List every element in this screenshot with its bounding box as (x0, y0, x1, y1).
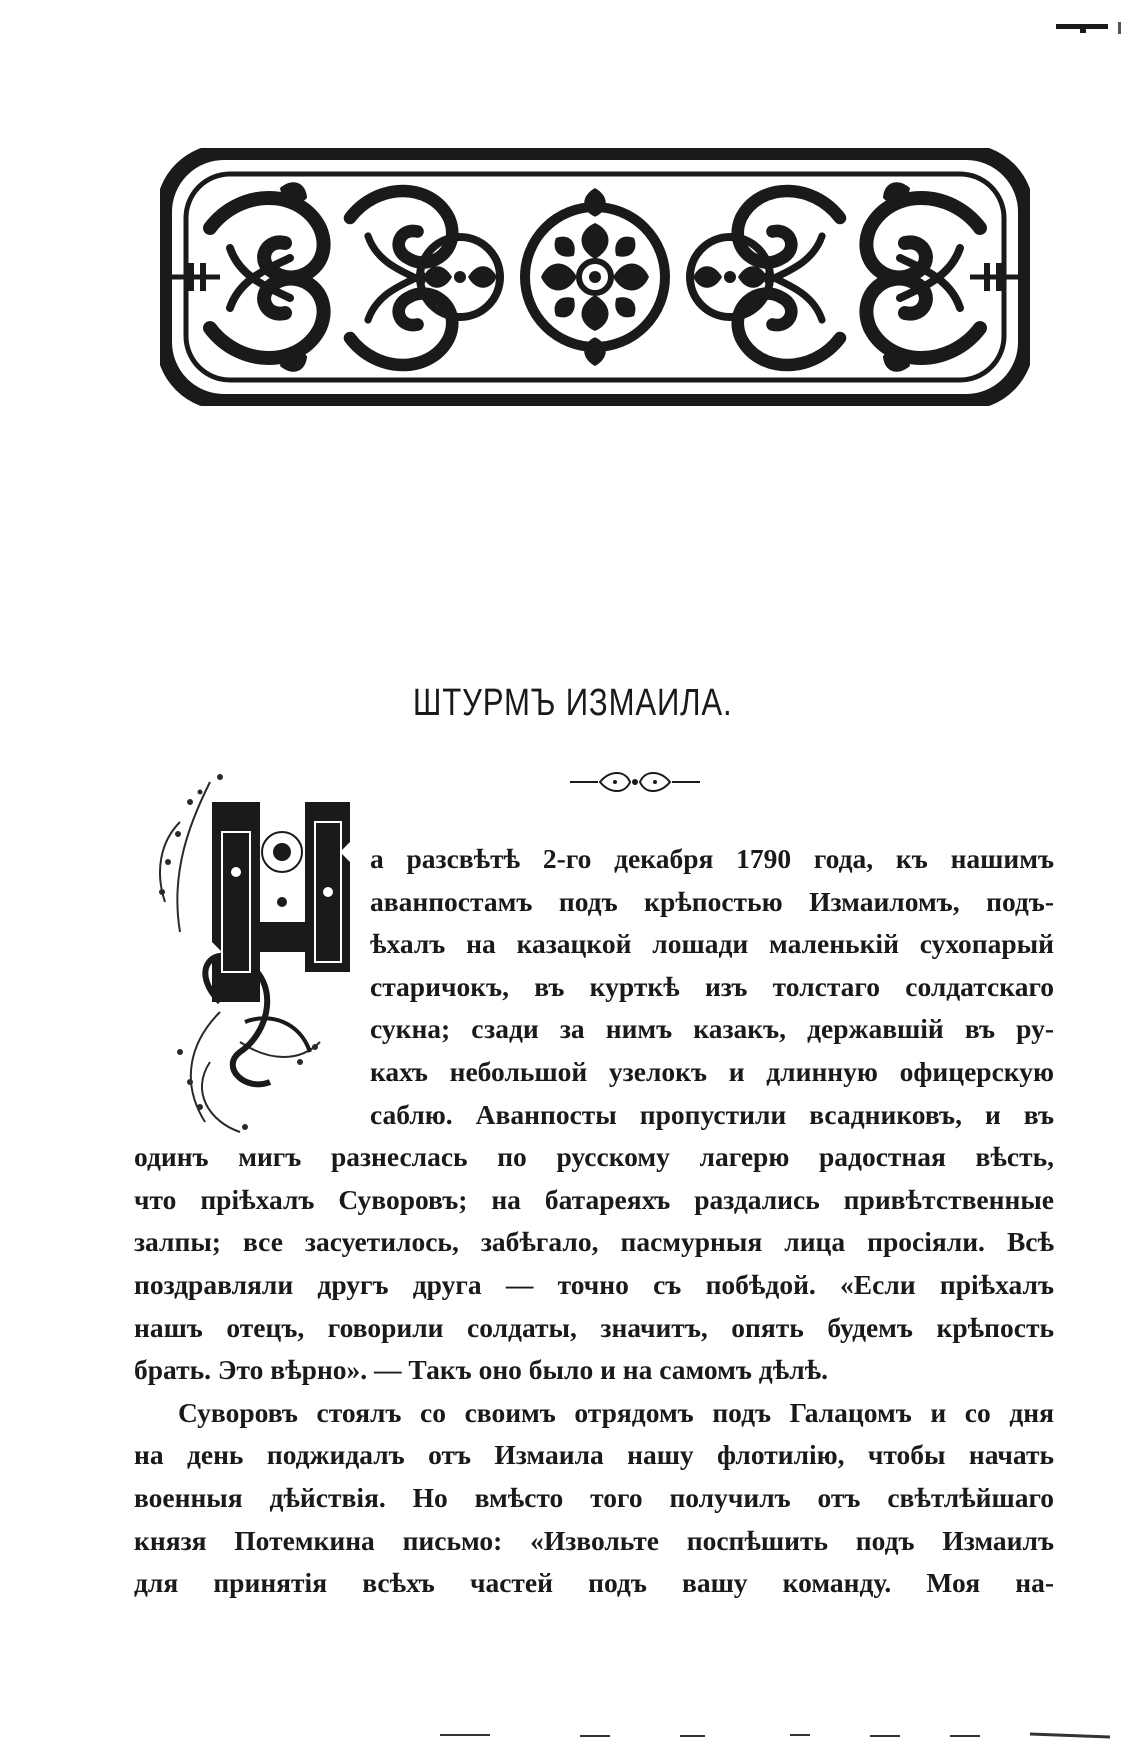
text-line: Суворовъ стоялъ со своимъ отрядомъ подъ Галацомъ и со дня (178, 1396, 1054, 1428)
scan-artifact (430, 1728, 1130, 1742)
body-text (134, 838, 1054, 1605)
text-line: что пріѣхалъ Суворовъ; на батареяхъ раздались привѣтственные (134, 1183, 1054, 1215)
chapter-title: ШТУРМЪ ИЗМАИЛА. (412, 682, 733, 724)
text-line: брать. Это вѣрно». — Такъ оно было и на самомъ дѣлѣ. (134, 1354, 829, 1386)
text-line: старичокъ, въ курткѣ изъ толстаго солдатскаго (370, 970, 1054, 1002)
text-line: нашъ отецъ, говорили солдаты, значитъ, опять будемъ крѣпость (134, 1311, 1054, 1343)
text-line: князя Потемкина письмо: «Извольте поспѣшить подъ Измаилъ (134, 1524, 1054, 1556)
text-line: кахъ небольшой узелокъ и длинную офицерскую (370, 1055, 1054, 1087)
text-line: аванпостамъ подъ крѣпостью Измаиломъ, подъ- (370, 885, 1054, 917)
text-line: для принятія всѣхъ частей подъ вашу команду. Моя на- (134, 1567, 1054, 1599)
text-line: на день поджидалъ отъ Измаила нашу флотилію, чтобы начать (134, 1439, 1054, 1471)
text-line: саблю. Аванпосты пропустили всадниковъ, и въ (370, 1098, 1054, 1130)
text-line: залпы; все засуетилось, забѣгало, пасмурныя лица просіяли. Всѣ (134, 1226, 1054, 1258)
text-line: военныя дѣйствія. Но вмѣсто того получилъ отъ свѣтлѣйшаго (134, 1481, 1054, 1513)
text-line: ѣхалъ на казацкой лошади маленькій сухопарый (370, 928, 1054, 960)
print-artifact (1056, 22, 1126, 34)
text-line: одинъ мигъ разнеслась по русскому лагерю радостная вѣсть, (134, 1141, 1054, 1173)
text-line: а разсвѣтѣ 2-го декабря 1790 года, къ нашимъ (370, 843, 1054, 874)
title-dingbat (570, 770, 700, 794)
ornamental-headpiece (160, 148, 1030, 406)
text-line: поздравляли другъ друга — точно съ побѣдой. «Если пріѣхалъ (134, 1268, 1054, 1300)
text-line: сукна; сзади за нимъ казакъ, державшій въ ру- (370, 1013, 1054, 1045)
